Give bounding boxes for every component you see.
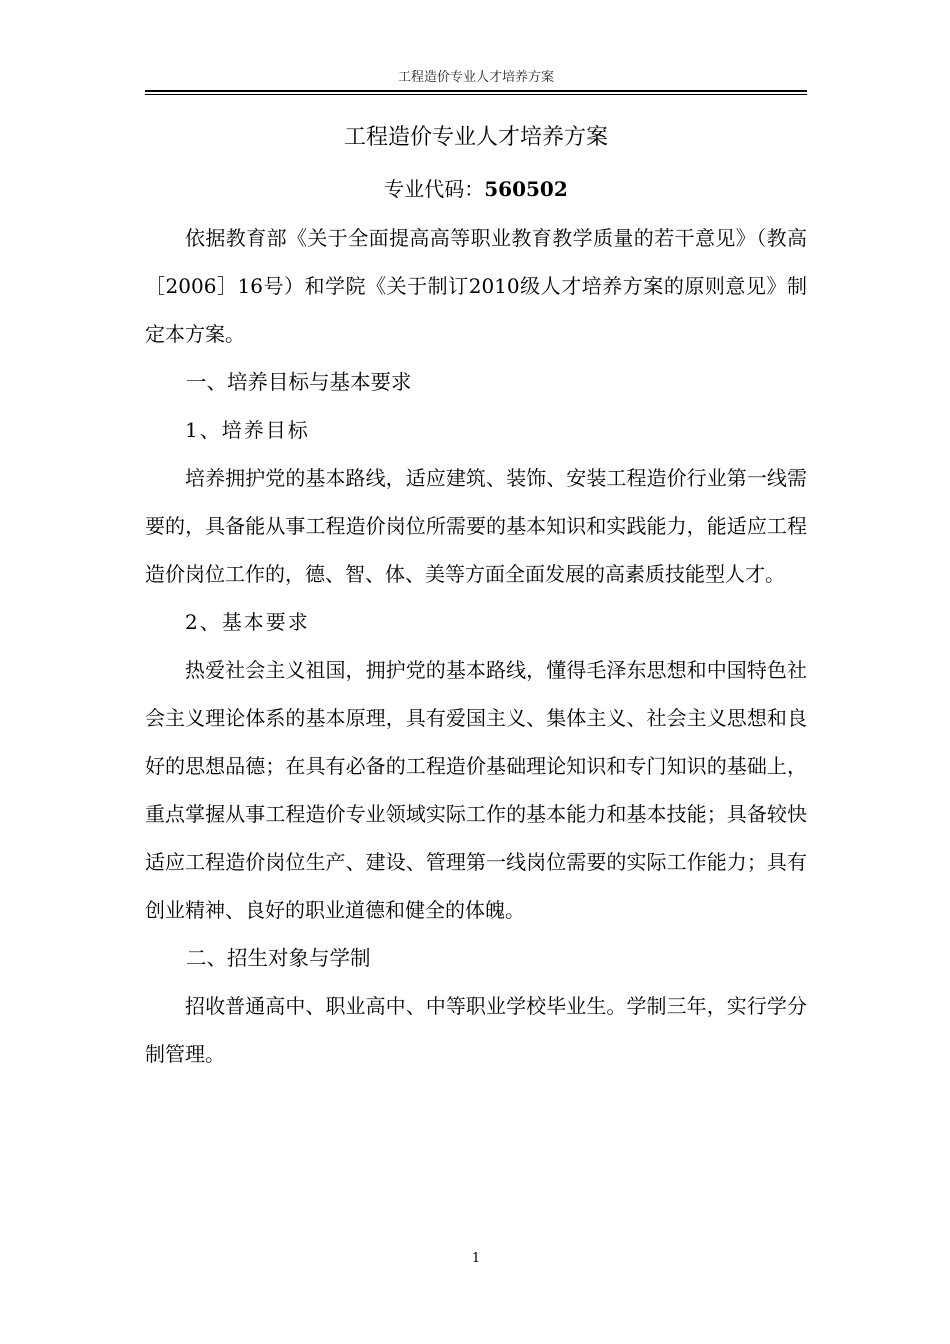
section-1-1-paragraph: 培养拥护党的基本路线，适应建筑、装饰、安装工程造价行业第一线需要的，具备能从事工程造价岗位所需要的基本知识和实践能力，能适应工程造价岗位工作的，德、智、体、美等方面全面发展的高素质技能型人才。 — [145, 466, 807, 586]
page-number: 1 — [471, 1251, 481, 1266]
section-1-heading: 一、培养目标与基本要求 — [186, 370, 412, 394]
section-1-2-heading: 2、基本要求 — [185, 610, 310, 634]
program-code-label: 专业代码： — [384, 177, 485, 201]
section-1-1-heading: 1、培养目标 — [185, 418, 310, 442]
document-title: 工程造价专业人才培养方案 — [343, 125, 608, 150]
program-code — [145, 172, 807, 206]
header-rule-thick — [145, 90, 807, 92]
section-1-2-paragraph: 热爱社会主义祖国，拥护党的基本路线，懂得毛泽东思想和中国特色社会主义理论体系的基本原理，具有爱国主义、集体主义、社会主义思想和良好的思想品德；在具有必备的工程造价基础理论知识和专门知识的基础上，重点掌握从事工程造价专业领域实际工作的基本能力和基本技能；具备较快适应工程造价岗位生产、建设、管理第一线岗位需要的实际工作能力；具有创业精神、良好的职业道德和健全的体魄。 — [145, 658, 807, 922]
document-body — [145, 214, 807, 1078]
section-2-heading: 二、招生对象与学制 — [186, 946, 371, 970]
program-code-value: 560502 — [484, 177, 568, 201]
header-rule-thin — [145, 94, 807, 95]
intro-paragraph: 依据教育部《关于全面提高高等职业教育教学质量的若干意见》（教高［2006］16号）和学院《关于制订2010级人才培养方案的原则意见》制定本方案。 — [145, 226, 807, 346]
section-2-paragraph: 招收普通高中、职业高中、中等职业学校毕业生。学制三年，实行学分制管理。 — [145, 994, 807, 1066]
running-header: 工程造价专业人才培养方案 — [397, 70, 554, 85]
